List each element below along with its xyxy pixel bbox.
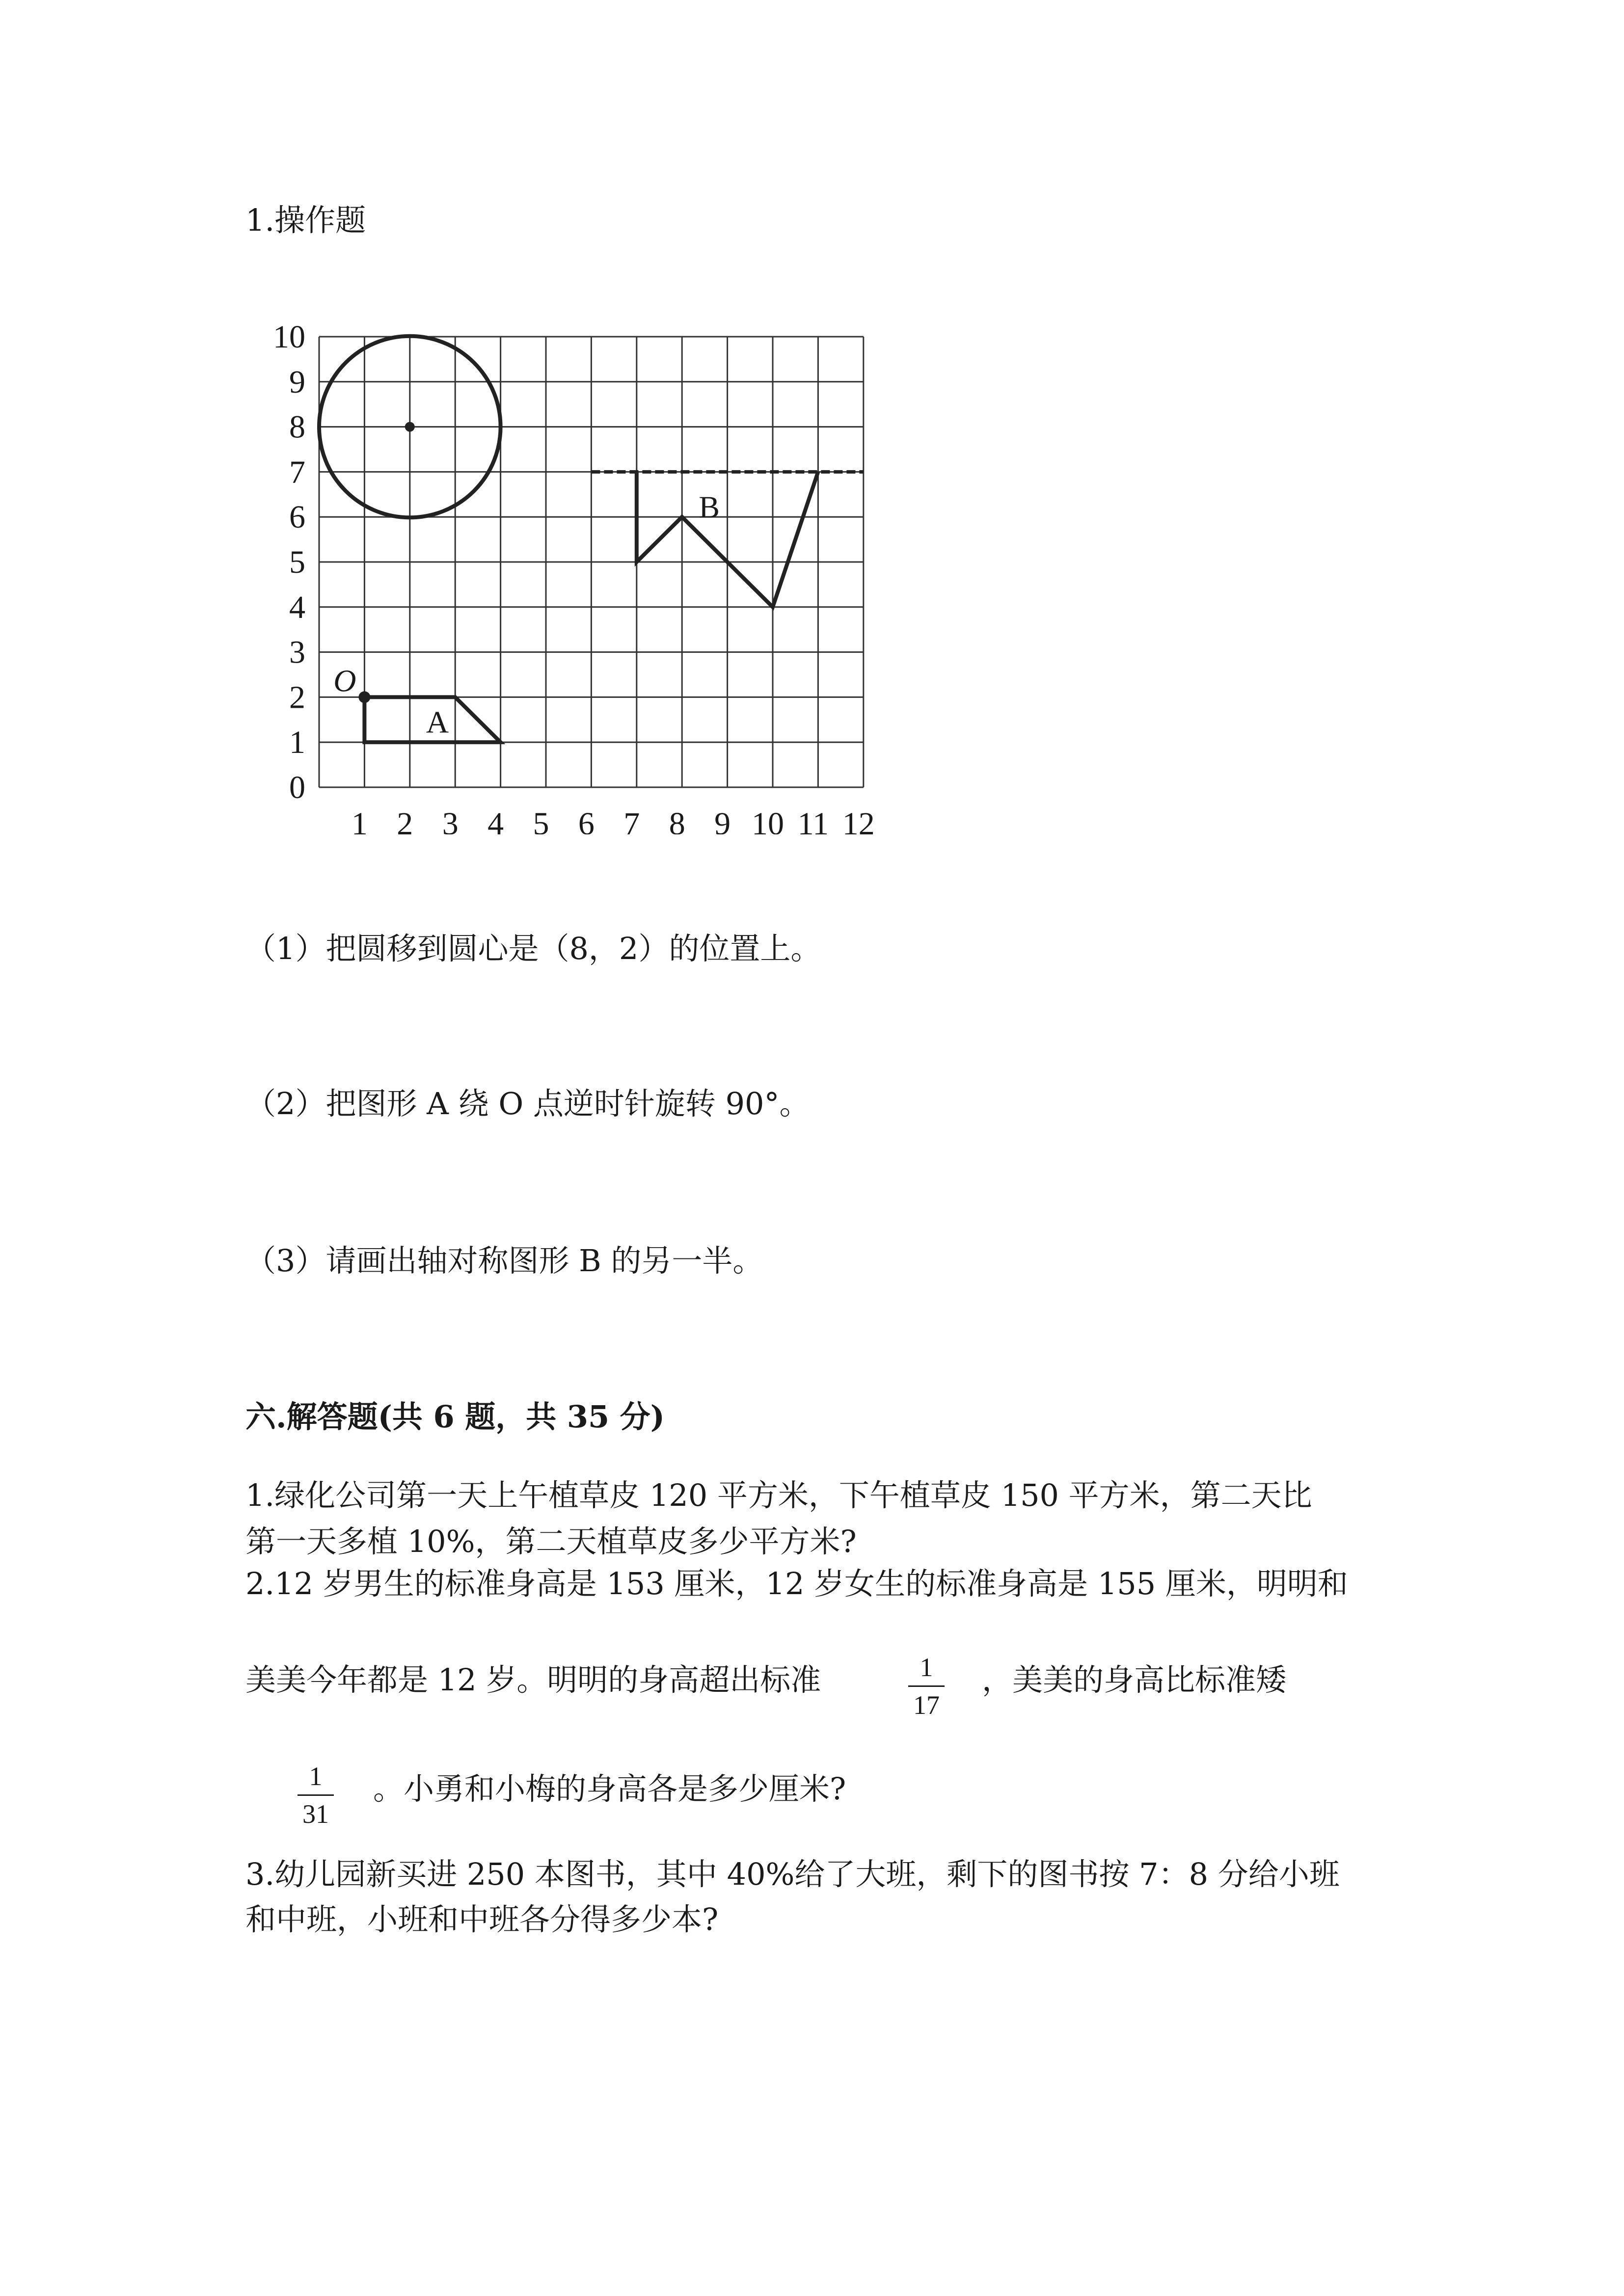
x-tick-label: 3	[442, 806, 459, 834]
x-tick-label: 2	[397, 806, 413, 834]
fraction-numerator: 1	[309, 1762, 323, 1791]
x-tick-label: 11	[797, 806, 829, 834]
y-tick-label: 1	[289, 724, 305, 761]
x-tick-label: 8	[669, 806, 685, 834]
point-o-dot	[358, 691, 370, 703]
y-tick-label: 8	[289, 409, 305, 445]
fraction-denominator: 31	[302, 1799, 329, 1829]
y-tick-label: 3	[289, 634, 305, 670]
shape-a-label: A	[426, 704, 449, 740]
fraction-numerator: 1	[920, 1653, 933, 1682]
q2-line3: 。小勇和小梅的身高各是多少厘米?	[373, 1771, 846, 1807]
x-tick-label: 10	[752, 806, 784, 834]
y-tick-label: 9	[289, 364, 305, 400]
shape-b-label: B	[699, 489, 720, 525]
x-tick-label: 1	[351, 806, 368, 834]
grid-lines	[319, 337, 864, 787]
q2-line1: 2.12 岁男生的标准身高是 153 厘米，12 岁女生的标准身高是 155 厘米，明明和	[245, 1566, 1348, 1602]
y-tick-label: 10	[273, 319, 305, 355]
fraction-bar	[298, 1794, 334, 1796]
x-tick-label: 5	[533, 806, 549, 834]
y-tick-label: 2	[289, 679, 305, 716]
y-tick-label: 7	[289, 454, 305, 490]
sub-question-3: （3）请画出轴对称图形 B 的另一半。	[245, 1243, 763, 1279]
fraction-bar	[908, 1685, 945, 1687]
sub-question-2: （2）把图形 A 绕 O 点逆时针旋转 90°。	[245, 1086, 810, 1121]
y-tick-label: 5	[289, 544, 305, 580]
fraction-denominator: 17	[913, 1690, 940, 1720]
y-tick-label: 4	[289, 589, 305, 625]
fraction-1-31	[294, 1763, 338, 1827]
y-tick-label: 0	[289, 770, 305, 805]
x-tick-label: 6	[578, 806, 595, 834]
circle-center-dot	[405, 422, 415, 432]
sub-question-1: （1）把圆移到圆心是（8，2）的位置上。	[245, 931, 821, 966]
x-tick-label: 12	[842, 806, 875, 834]
q3-line1: 3.幼儿园新买进 250 本图书，其中 40%给了大班，剩下的图书按 7：8 分给小班	[245, 1856, 1340, 1892]
x-tick-label: 7	[623, 806, 640, 834]
q2-line2b: ，美美的身高比标准矮	[982, 1662, 1287, 1698]
problem-title: 1.操作题	[245, 202, 366, 238]
q1-line2: 第一天多植 10%，第二天植草皮多少平方米?	[245, 1523, 857, 1559]
fraction-1-17	[904, 1654, 948, 1718]
q3-line2: 和中班，小班和中班各分得多少本?	[245, 1901, 719, 1937]
q2-line2a: 美美今年都是 12 岁。明明的身高超出标准	[245, 1662, 821, 1698]
y-tick-label: 6	[289, 499, 305, 535]
q1-line1: 1.绿化公司第一天上午植草皮 120 平方米，下午植草皮 150 平方米，第二天比	[245, 1477, 1312, 1513]
x-tick-label: 9	[714, 806, 731, 834]
section-heading: 六.解答题(共 6 题，共 35 分)	[245, 1399, 665, 1435]
point-o-label: O	[333, 663, 356, 698]
x-tick-label: 4	[487, 806, 504, 834]
coordinate-grid	[245, 314, 903, 834]
